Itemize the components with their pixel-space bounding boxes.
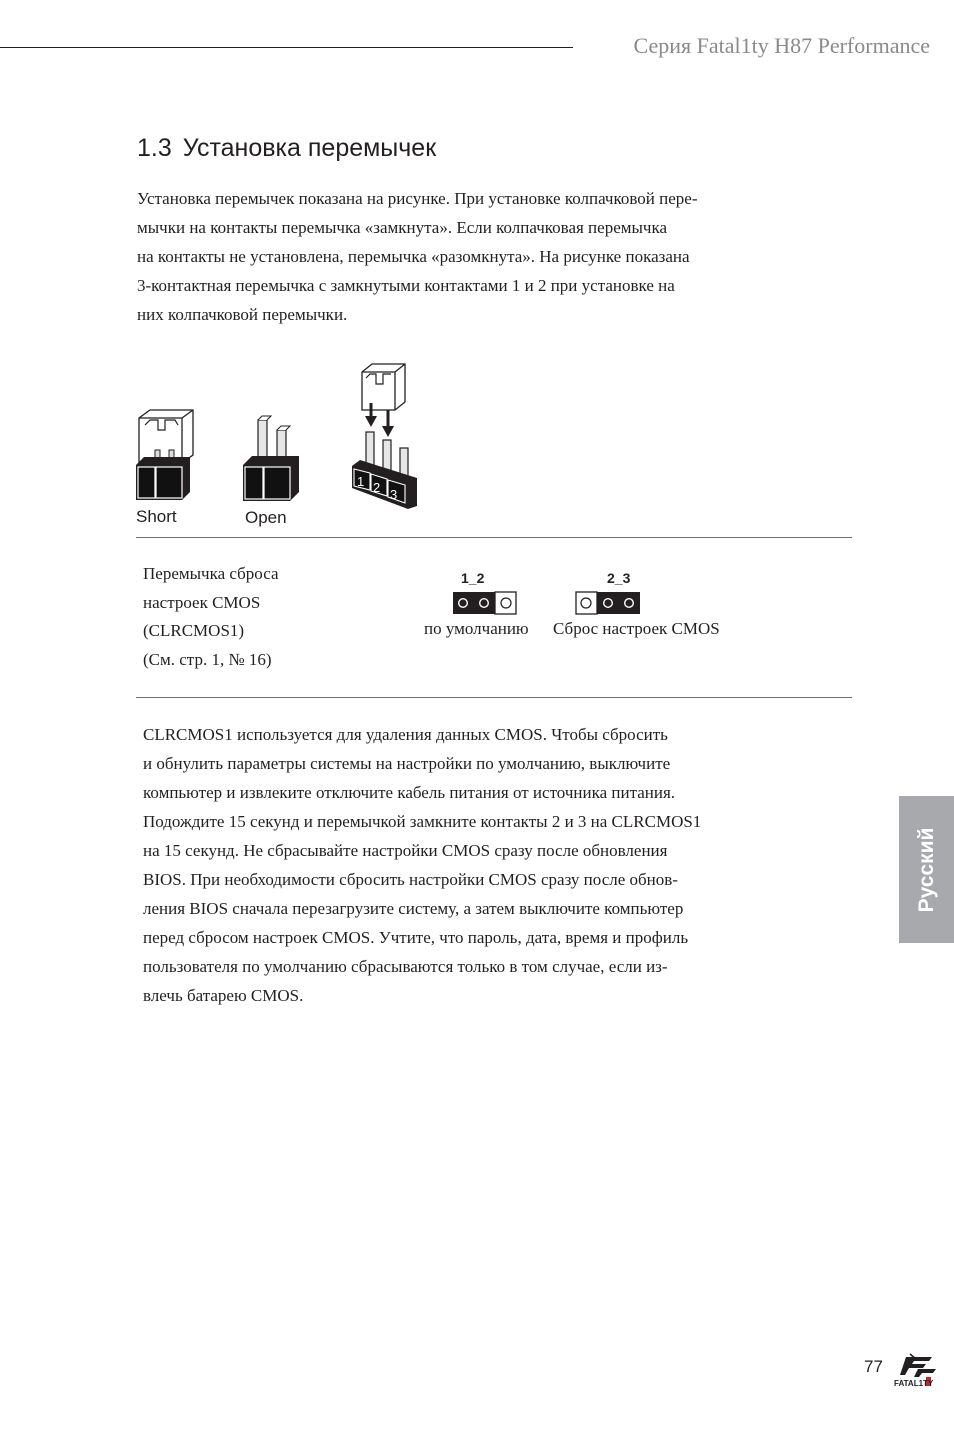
jumper-description-line: Перемычка сброса bbox=[143, 564, 279, 583]
logo-text: FATAL1TY bbox=[894, 1379, 934, 1388]
body-line: пользователя по умолчанию сбрасываются только в том случае, если из- bbox=[143, 957, 668, 976]
reset-pin-header-diagram bbox=[575, 591, 641, 615]
header-series-title: Серия Fatal1ty H87 Performance bbox=[633, 33, 930, 58]
body-line: и обнулить параметры системы на настройки по умолчанию, выключите bbox=[143, 754, 671, 773]
intro-line: них колпачковой перемычки. bbox=[137, 305, 348, 324]
open-jumper-figure bbox=[243, 416, 299, 501]
intro-line: Установка перемычек показана на рисунке. При установке колпачковой пере- bbox=[137, 189, 698, 208]
pin-number-label: 1 bbox=[357, 474, 365, 489]
fatal1ty-logo bbox=[892, 1353, 944, 1389]
table-top-rule bbox=[136, 537, 852, 538]
language-side-tab-label: Русский bbox=[914, 827, 938, 912]
jumper-description bbox=[143, 560, 279, 674]
section-title: Установка перемычек bbox=[182, 134, 437, 162]
body-line: перед сбросом настроек CMOS. Учтите, что пароль, дата, время и профиль bbox=[143, 928, 689, 947]
body-line: компьютер и извлеките отключите кабель питания от источника питания. bbox=[143, 783, 676, 802]
intro-line: на контакты не установлена, перемычка «разомкнута». На рисунке показана bbox=[137, 247, 690, 266]
intro-line: мычки на контакты перемычка «замкнута». Если колпачковая перемычка bbox=[137, 218, 668, 237]
pin-dot bbox=[501, 598, 511, 608]
default-caption: по умолчанию bbox=[424, 619, 529, 638]
pin-dot bbox=[581, 598, 591, 608]
body-line: BIOS. При необходимости сбросить настройки CMOS сразу после обнов- bbox=[143, 870, 678, 889]
jumper-illustration bbox=[0, 0, 954, 540]
pin-number-label: 3 bbox=[390, 487, 398, 502]
pin-number-label: 2 bbox=[373, 480, 381, 495]
jumper-description-line: настроек CMOS bbox=[143, 592, 261, 612]
intro-line: 3-контактная перемычка с замкнутыми контактами 1 и 2 при установке на bbox=[137, 276, 675, 295]
jumper-description-line: (См. стр. 1, № 16) bbox=[143, 649, 272, 669]
body-line: ления BIOS сначала перезагрузите систему, а затем выключите компьютер bbox=[143, 899, 684, 918]
body-line: Подождите 15 секунд и перемычкой замкните контакты 2 и 3 на CLRCMOS1 bbox=[143, 812, 702, 831]
body-line: на 15 секунд. Не сбрасывайте настройки CMOS сразу после обновления bbox=[143, 841, 668, 860]
page-number: 77 bbox=[864, 1357, 883, 1376]
short-jumper-figure bbox=[136, 410, 193, 500]
body-line: влечь батарею CMOS. bbox=[143, 986, 304, 1005]
clrcmos-paragraph bbox=[143, 720, 701, 1010]
table-bottom-rule bbox=[136, 697, 852, 698]
open-label: Open bbox=[245, 508, 287, 527]
default-pin-header-diagram bbox=[452, 591, 518, 615]
default-pins-label: 1_2 bbox=[461, 570, 485, 586]
jumper-description-line: (CLRCMOS1) bbox=[143, 621, 245, 640]
section-number: 1.3 bbox=[137, 134, 172, 162]
body-line: CLRCMOS1 используется для удаления данных CMOS. Чтобы сбросить bbox=[143, 725, 668, 744]
language-side-tab bbox=[899, 796, 954, 943]
short-label: Short bbox=[136, 507, 177, 526]
reset-caption: Сброс настроек CMOS bbox=[553, 619, 720, 638]
reset-pins-label: 2_3 bbox=[607, 570, 631, 586]
